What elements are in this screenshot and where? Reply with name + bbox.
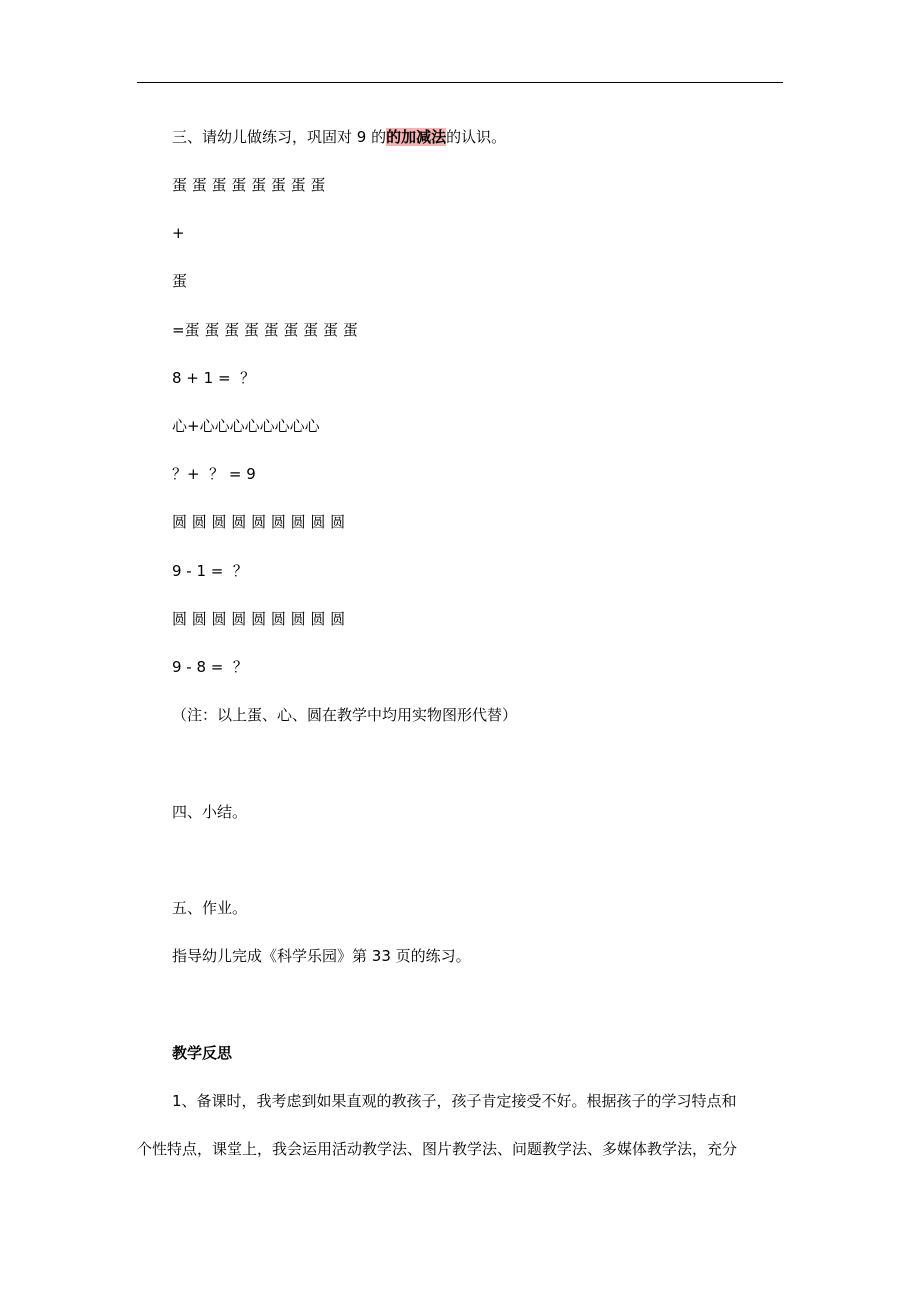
eggs-nine-line: =蛋 蛋 蛋 蛋 蛋 蛋 蛋 蛋 蛋	[172, 321, 358, 339]
equation-9-minus-8: 9 - 8 = ？	[172, 658, 248, 676]
section3-prefix: 三、请幼儿做练习，巩固对 9 的	[172, 128, 387, 146]
note-line: （注：以上蛋、心、圆在教学中均用实物图形代替）	[172, 706, 518, 724]
section3-heading	[172, 127, 506, 147]
equation-8-plus-1: 8 + 1 = ？	[172, 369, 256, 387]
section4-heading: 四、小结。	[172, 803, 248, 821]
section5-heading: 五、作业。	[172, 899, 248, 917]
homework-line: 指导幼儿完成《科学乐园》第 33 页的练习。	[172, 947, 471, 965]
reflection-title: 教学反思	[172, 1044, 233, 1062]
circles-line-1: 圆 圆 圆 圆 圆 圆 圆 圆 圆	[172, 513, 346, 531]
hearts-line: 心+心心心心心心心心	[172, 417, 320, 435]
equation-9-minus-1: 9 - 1 = ？	[172, 562, 248, 580]
reflection-paragraph-line1: 1、备课时，我考虑到如果直观的教孩子，孩子肯定接受不好。根据孩子的学习特点和	[172, 1092, 737, 1110]
section3-suffix: 的认识。	[446, 128, 507, 146]
eggs-eight-line: 蛋 蛋 蛋 蛋 蛋 蛋 蛋 蛋	[172, 176, 326, 194]
header-rule	[137, 82, 783, 83]
egg-one-line: 蛋	[172, 272, 188, 290]
circles-line-2: 圆 圆 圆 圆 圆 圆 圆 圆 圆	[172, 610, 346, 628]
plus-line: +	[172, 224, 185, 242]
highlighted-text: 的加减法	[386, 128, 447, 146]
reflection-paragraph-line2: 个性特点，课堂上，我会运用活动教学法、图片教学法、问题教学法、多媒体教学法，充分	[137, 1140, 738, 1158]
equation-sum-9: ？+ ？ = 9	[172, 465, 256, 483]
